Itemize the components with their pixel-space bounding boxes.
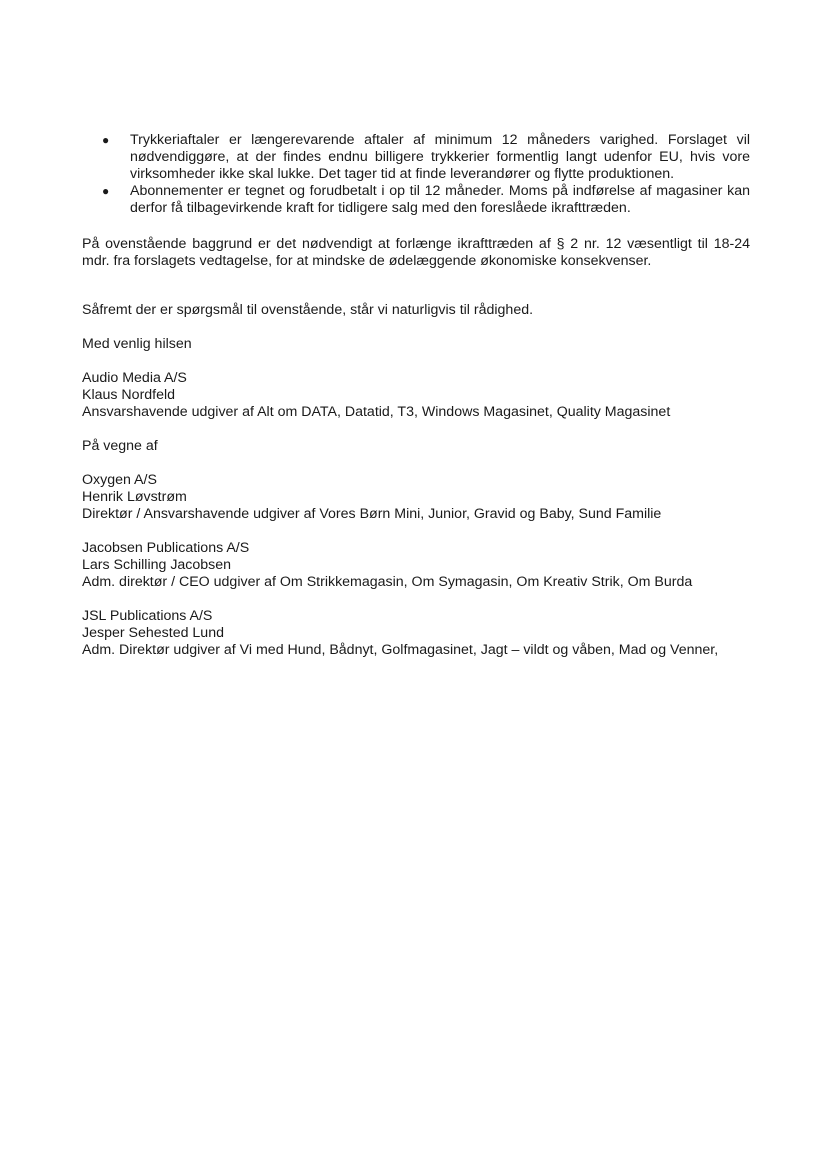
questions-paragraph: Såfremt der er spørgsmål til ovenstående, står vi naturligvis til rådighed. [82, 302, 534, 318]
bullet-list [82, 132, 750, 217]
bullet-item-subscriptions [82, 183, 750, 217]
extension-paragraph: På ovenstående baggrund er det nødvendigt at forlænge ikrafttræden af § 2 nr. 12 væsentligt til 18-24 mdr. fra forslagets vedtagelse, for at mindske de ødelæggende økonomiske konsekvenser. [82, 236, 750, 269]
signatory-name: Lars Schilling Jacobsen [82, 557, 232, 573]
signatory-company: Jacobsen Publications A/S [82, 540, 250, 556]
signatory-name: Klaus Nordfeld [82, 387, 176, 403]
signatory-company: JSL Publications A/S [82, 608, 213, 624]
bullet-text: Abonnementer er tegnet og forudbetalt i op til 12 måneder. Moms på indførelse af magasiner kan derfor få tilbagevirkende kraft for tidligere salg med den foreslåede ikrafttræden. [130, 183, 750, 216]
closing-greeting: Med venlig hilsen [82, 336, 192, 352]
signatory-title: Direktør / Ansvarshavende udgiver af Vores Børn Mini, Junior, Gravid og Baby, Sund Familie [82, 506, 662, 522]
on-behalf-label: På vegne af [82, 438, 158, 454]
signature-block-jacobsen [82, 540, 750, 591]
signatory-title: Adm. direktør / CEO udgiver af Om Strikkemagasin, Om Symagasin, Om Kreativ Strik, Om Burda [82, 574, 693, 590]
bullet-dot-icon: ● [102, 133, 110, 147]
signature-block-jsl [82, 608, 750, 659]
bullet-text: Trykkeriaftaler er længerevarende aftaler af minimum 12 måneders varighed. Forslaget vil nødvendiggøre, at der findes endnu billigere trykkerier formentlig langt udenfor EU, hvis vore virksomheder ikke skal lukke. Det tager tid at finde leverandører og flytte produktionen. [130, 132, 750, 182]
signatory-name: Jesper Sehested Lund [82, 625, 224, 641]
signatory-company: Audio Media A/S [82, 370, 187, 386]
signatory-company: Oxygen A/S [82, 472, 157, 488]
letter-page [82, 132, 750, 659]
signature-block-audio-media [82, 370, 750, 421]
signatory-name: Henrik Løvstrøm [82, 489, 187, 505]
signature-block-oxygen [82, 472, 750, 523]
bullet-dot-icon: ● [102, 184, 110, 198]
signatory-title: Ansvarshavende udgiver af Alt om DATA, Datatid, T3, Windows Magasinet, Quality Magasinet [82, 404, 671, 420]
bullet-item-printing-agreements [82, 132, 750, 183]
signatory-title: Adm. Direktør udgiver af Vi med Hund, Bådnyt, Golfmagasinet, Jagt – vildt og våben, Mad og Venner, [82, 642, 719, 658]
